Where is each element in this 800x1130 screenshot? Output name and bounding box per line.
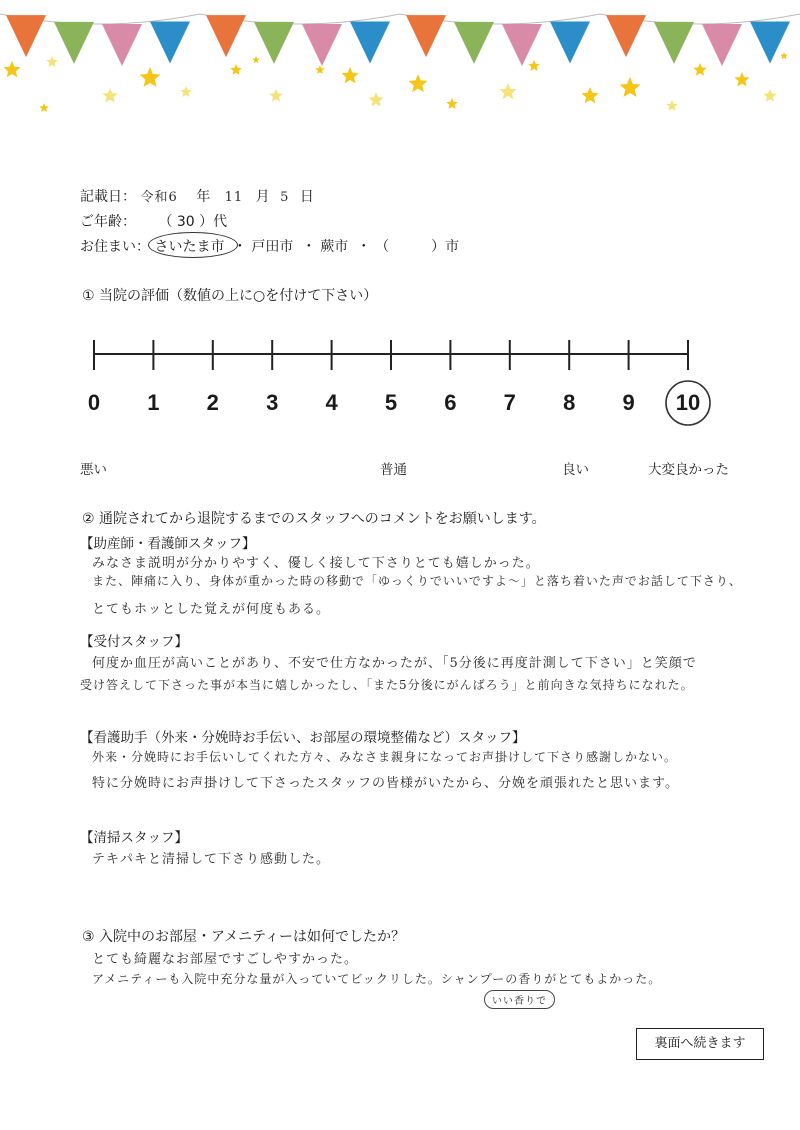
scale-label-bad: 悪い [80, 462, 107, 478]
bunting-flag [6, 15, 46, 57]
bunting-flag [254, 22, 294, 64]
assistant-comment-line: 外来・分娩時にお手伝いしてくれた方々、みなさま親身になってお声掛けして下さり感謝しかない。 [92, 750, 678, 764]
scale-number: 7 [503, 390, 516, 415]
bunting-flag [102, 24, 142, 66]
date-row [80, 186, 314, 206]
star-icon [315, 65, 325, 74]
star-icon [734, 72, 749, 87]
star-icon [446, 98, 457, 109]
age-label: ご年齢： [80, 214, 136, 230]
scale-label-good: 良い [562, 462, 589, 478]
bunting-flag [654, 22, 694, 64]
assistant-comment-line: 特に分娩時にお声掛けして下さったスタッフの皆様がいたから、分娩を頑張れたと思います。 [92, 776, 679, 791]
residence-option-warabi: ・ 蕨市 [301, 239, 349, 255]
star-icon [140, 67, 161, 87]
date-label: 記載日： [80, 189, 136, 205]
residence-option-saitama: さいたま市 [154, 236, 224, 256]
star-icon [499, 83, 516, 99]
star-icon [581, 87, 598, 103]
star-icon [763, 89, 776, 102]
scale-number: 0 [87, 390, 101, 415]
scale-number: 3 [266, 390, 279, 415]
star-icon [341, 67, 358, 83]
scale-number: 5 [384, 390, 398, 415]
bunting-flag [606, 15, 646, 57]
bunting-flags [6, 15, 790, 66]
star-icon [780, 52, 788, 59]
scale-number: 8 [563, 390, 576, 415]
star-icon [409, 74, 428, 92]
continue-on-back-box: 裏面へ続きます [636, 1028, 764, 1060]
reception-header: 【受付スタッフ】 [80, 634, 188, 650]
cleaning-header: 【清掃スタッフ】 [80, 830, 188, 846]
date-month: 11 [224, 190, 244, 205]
star-icon [620, 77, 641, 97]
selection-circle [148, 232, 238, 258]
date-era: 令和6 [140, 190, 178, 205]
date-month-label: 月 [255, 189, 270, 205]
bunting-flag [150, 22, 190, 64]
scale-number: 1 [147, 390, 160, 415]
bunting-flag [54, 22, 94, 64]
midwife-comment-line: とてもホッとした覚えが何度もある。 [92, 602, 331, 617]
bunting-flag [454, 22, 494, 64]
scale-label-very-good: 大変良かった [648, 462, 729, 478]
q3-comment-line: とても綺麗なお部屋ですごしやすかった。 [92, 952, 359, 967]
star-icon [102, 88, 117, 103]
age-value: （ 30 ）代 [158, 214, 228, 230]
assistant-header: 【看護助手（外来・分娩時お手伝い、お部屋の環境整備など）スタッフ】 [80, 730, 526, 746]
star-icon [528, 60, 539, 71]
residence-option-toda: ・ 戸田市 [232, 239, 294, 255]
q1-title: ① 当院の評価（数値の上に○を付けて下さい） [82, 288, 378, 304]
star-icon [252, 56, 260, 63]
bunting-flag [550, 22, 590, 64]
reception-comment-line: 受け答えして下さった事が本当に嬉しかったし、「また5分後にがんばろう」と前向きな気持ちになれた。 [80, 678, 694, 692]
star-icon [230, 64, 241, 75]
scale-number: 6 [444, 390, 457, 415]
date-day: 5 [280, 190, 290, 205]
midwife-header: 【助産師・看護師スタッフ】 [80, 536, 256, 552]
scale-number: 10 [675, 390, 701, 415]
star-icon [39, 103, 49, 112]
residence-row [80, 236, 459, 256]
star-icon [368, 92, 383, 107]
annotation-bubble: いい香りで [484, 990, 555, 1009]
star-icon [269, 89, 282, 102]
scale-number: 9 [622, 390, 635, 415]
q2-title: ② 通院されてから退院するまでのスタッフへのコメントをお願いします。 [82, 511, 546, 527]
star-icon [693, 63, 706, 76]
age-row [80, 211, 227, 231]
q3-title: ③ 入院中のお部屋・アメニティーは如何でしたか？ [82, 929, 406, 945]
date-year-label: 年 [196, 189, 211, 205]
q3-comment-line: アメニティーも入院中充分な量が入っていてビックリした。シャンプーの香りがとてもよかった。 [92, 972, 662, 986]
star-icon [46, 56, 57, 67]
star-icon [180, 86, 191, 97]
residence-option-other: ・ （ ）市 [356, 239, 460, 255]
bunting-flag [406, 15, 446, 57]
date-day-label: 日 [299, 189, 314, 205]
bunting-flag [302, 24, 342, 66]
midwife-comment-line: みなさま説明が分かりやすく、優しく接して下さりとても嬉しかった。 [92, 556, 540, 571]
midwife-comment-line: また、陣痛に入り、身体が重かった時の移動で「ゆっくりでいいですよ〜」と落ち着いた声でお話して下さり、 [92, 574, 742, 588]
bunting-flag [502, 24, 542, 66]
star-icon [3, 61, 20, 77]
bunting-flag [350, 22, 390, 64]
scale-label-normal: 普通 [380, 462, 407, 478]
residence-label: お住まい： [80, 239, 150, 255]
star-icon [666, 100, 677, 111]
bunting-flag [206, 15, 246, 57]
scale-number: 2 [206, 390, 219, 415]
reception-comment-line: 何度か血圧が高いことがあり、不安で仕方なかったが、「5分後に再度計測して下さい」と笑顔で [92, 656, 697, 671]
cleaning-comment-line: テキパキと清掃して下さり感動した。 [92, 852, 331, 867]
bunting-banner [0, 0, 800, 140]
scale-number: 4 [325, 390, 338, 415]
bunting-flag [702, 24, 742, 66]
